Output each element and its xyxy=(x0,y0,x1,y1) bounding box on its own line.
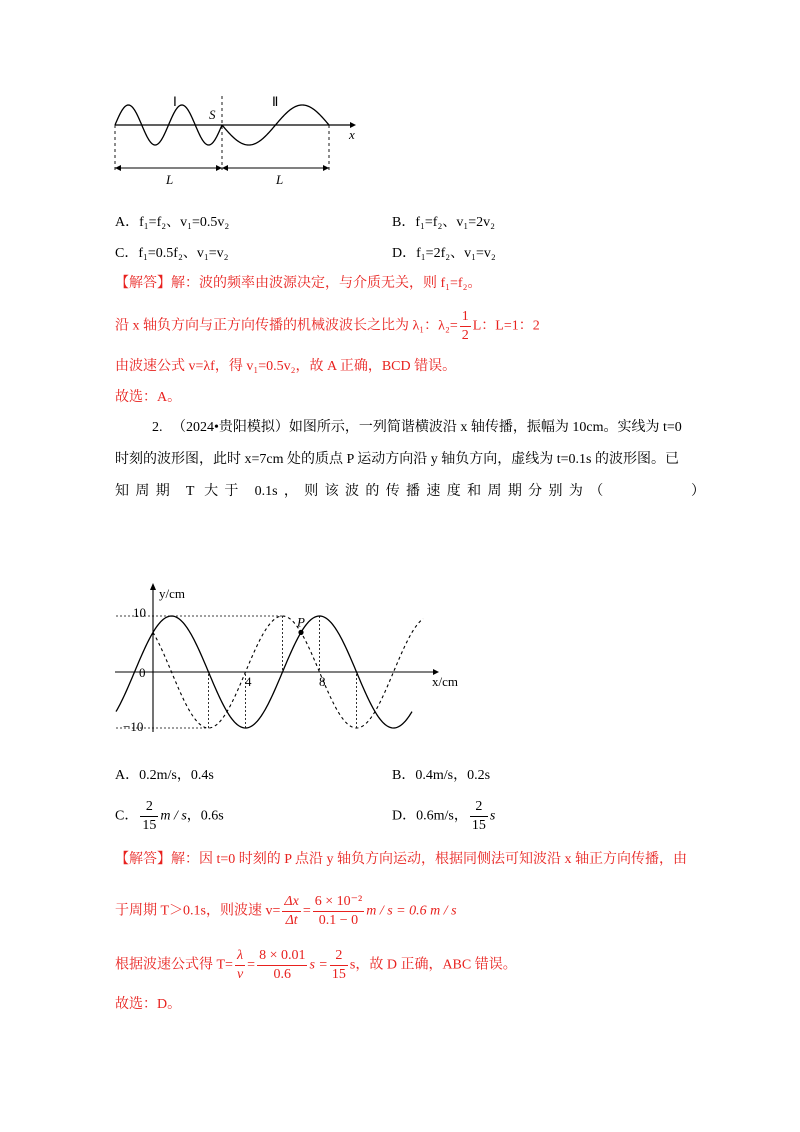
fraction: $\frac{2}{15}$ xyxy=(471,799,486,833)
tick-4: 4 xyxy=(245,674,252,689)
label-I: Ⅰ xyxy=(173,94,177,109)
option-text: f₁=0.5f₂、v₁=v₂ xyxy=(138,246,229,261)
option-text: f₁=f₂、v₁=2v₂ xyxy=(415,215,495,230)
label-P: P xyxy=(297,614,305,630)
fraction: $\frac{1}{2}$ xyxy=(461,309,469,343)
fraction: $\frac{8 \times 0.01}{0.6}$ xyxy=(259,948,306,982)
label-L1: L xyxy=(166,172,174,187)
q1-answer-line-2: 沿 x 轴负方向与正方向传播的机械波波长之比为 λ₁：λ₂= $\frac{1}{2}$ L：L=1：2 xyxy=(115,309,540,343)
option-label: B． xyxy=(392,768,416,783)
q1-answer-line-1: 【解答】解：波的频率由波源决定，与介质无关，则 f₁=f₂。 xyxy=(115,276,482,291)
tick-neg10: −10 xyxy=(123,719,144,734)
q2-answer-line-3: 根据波速公式得 T= $\frac{\lambda}{v}$ = $\frac{8 \times 0.01}{0.6}$ s = $\frac{2}{15}$ s，故 D 正确，ABC 错误。 xyxy=(115,948,517,982)
option-label: D． xyxy=(392,808,417,824)
q2-stem-line-2: 时刻的波形图，此时 x=7cm 处的质点 P 运动方向沿 y 轴负方向，虚线为 t=0.1s 的波形图。已 xyxy=(115,452,679,467)
y-axis-arrow xyxy=(150,583,156,590)
q2-option-b[interactable] xyxy=(392,767,490,785)
fraction: $\frac{\lambda}{v}$ xyxy=(236,948,244,982)
option-text: f₁=2f₂、v₁=v₂ xyxy=(416,246,496,261)
fraction: $\frac{\text{6 × 10⁻²}}{0.1 - 0}$ xyxy=(314,894,363,928)
option-text: 0.2m/s，0.4s xyxy=(139,768,214,783)
label-x: x xyxy=(349,127,355,142)
answer-tag: 【解答】 xyxy=(115,852,171,867)
option-text: f₁=f₂、v₁=0.5v₂ xyxy=(139,215,230,230)
tick-10: 10 xyxy=(133,605,146,620)
label-II: Ⅱ xyxy=(272,94,279,109)
q2-answer-line-2: 于周期 T＞0.1s，则波速 v= $\frac{\Delta x}{\Delta t}$ = $\frac{\text{6 × 10⁻²}}{0.1 - 0}$ m / s = 0.6 m / s xyxy=(115,894,457,928)
tick-0: 0 xyxy=(139,665,146,680)
q2-option-d[interactable]: D．0.6m/s， $\frac{2}{15}$ s xyxy=(392,799,496,833)
q2-number: 2. xyxy=(152,420,163,435)
option-label: D． xyxy=(392,246,417,261)
arrow-icon xyxy=(115,165,121,171)
option-label: C． xyxy=(115,808,139,824)
q1-answer-line-3: 由波速公式 v=λf，得 v₁=0.5v₂，故 A 正确，BCD 错误。 xyxy=(115,359,457,374)
q2-option-c[interactable]: C． $\frac{2}{15}$ m / s，0.6s xyxy=(115,799,224,833)
fraction: $\frac{2}{15}$ xyxy=(142,799,157,833)
fraction: $\frac{2}{15}$ xyxy=(331,948,346,982)
option-label: B． xyxy=(392,215,416,230)
arrow-icon xyxy=(222,165,228,171)
point-P xyxy=(298,630,303,635)
q1-option-b[interactable] xyxy=(392,214,495,232)
q1-option-c[interactable] xyxy=(115,245,228,263)
figure-1-wave-diagram xyxy=(110,88,360,188)
q1-option-a[interactable] xyxy=(115,214,229,232)
q1-answer-line-4: 故选：A。 xyxy=(115,390,182,405)
x-axis-label: x/cm xyxy=(432,674,458,689)
arrow-icon xyxy=(323,165,329,171)
label-S: S xyxy=(209,107,216,122)
q1-option-d[interactable] xyxy=(392,245,496,263)
option-label: A． xyxy=(115,768,140,783)
option-label: A． xyxy=(115,215,140,230)
figure-2-wave-graph xyxy=(115,582,475,737)
y-axis-label: y/cm xyxy=(159,586,185,601)
q2-answer-line-4: 故选：D。 xyxy=(115,997,182,1012)
label-L2: L xyxy=(276,172,284,187)
answer-tag: 【解答】 xyxy=(115,276,171,291)
q2-option-a[interactable] xyxy=(115,767,214,785)
fraction: $\frac{\Delta x}{\Delta t}$ xyxy=(284,894,299,928)
tick-8: 8 xyxy=(319,674,326,689)
q2-stem-line-3: 知周期 T 大于 0.1s，则该波的传播速度和周期分别为（ ） xyxy=(115,484,705,499)
arrow-icon xyxy=(216,165,222,171)
option-text: 0.4m/s，0.2s xyxy=(415,768,491,783)
option-label: C． xyxy=(115,246,139,261)
q2-answer-line-1: 【解答】解：因 t=0 时刻的 P 点沿 y 轴负方向运动，根据同侧法可知波沿 x 轴正方向传播，由 xyxy=(115,852,688,867)
q2-stem-line-1: （2024•贵阳模拟）如图所示，一列简谐横波沿 x 轴传播，振幅为 10cm。实线为 t=0 xyxy=(172,420,682,435)
